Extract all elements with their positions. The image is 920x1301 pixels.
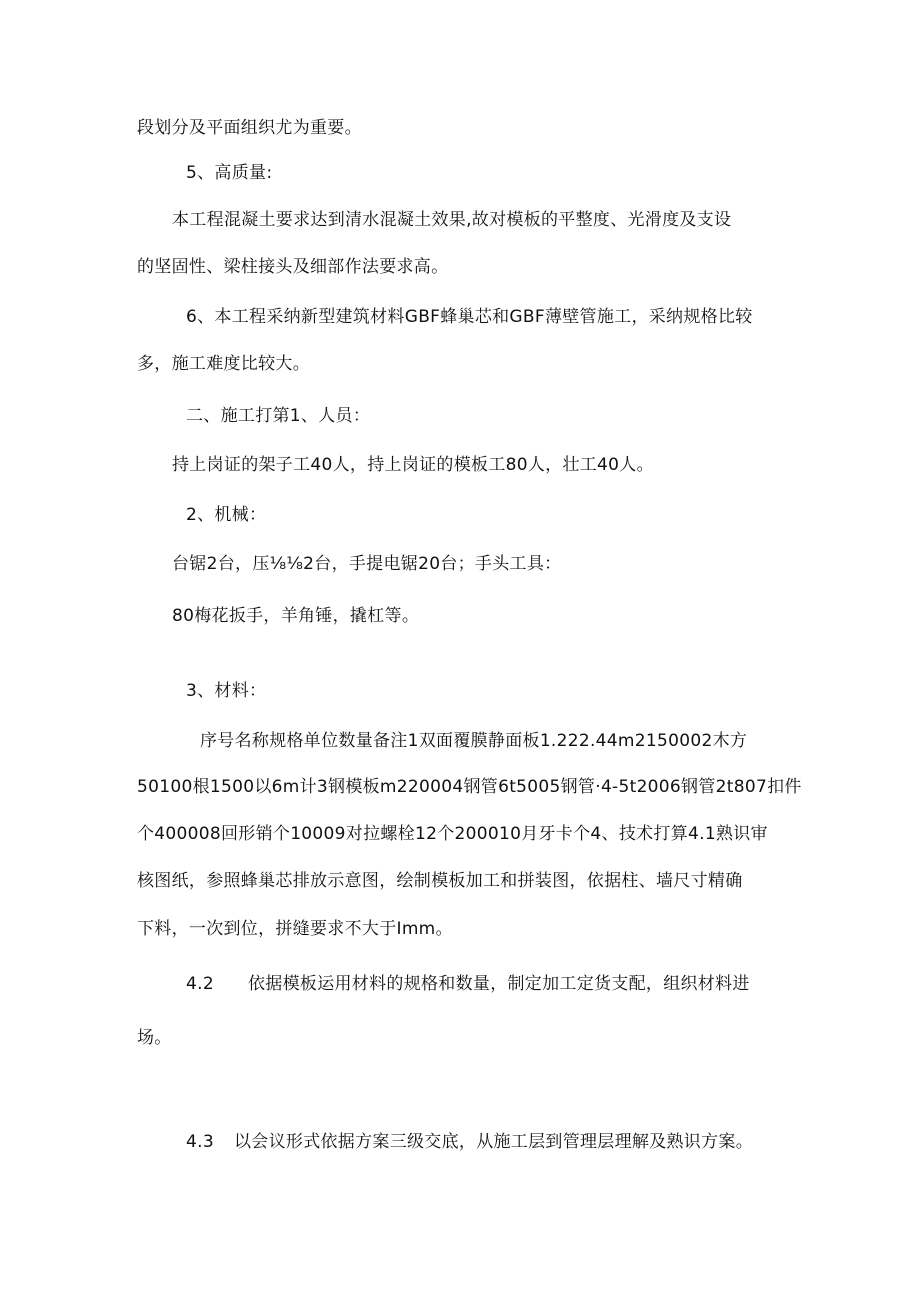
section-heading: 二、施工打第1、人员：: [186, 406, 371, 426]
text-line: 6、本工程采纳新型建筑材料GBF蜂巢芯和GBF薄壁管施工，采纳规格比较: [186, 307, 753, 327]
paragraph-4-3: [186, 1130, 753, 1154]
text-line: 的坚固性、梁柱接头及细部作法要求高。: [137, 257, 449, 277]
paragraph-4-2: [186, 972, 750, 996]
text-line: 50100根1500以6m计3钢模板m220004钢管6t5005钢管·4-5t2006钢管2t807扣件: [137, 777, 802, 797]
text-line: 持上岗证的架子工40人，持上岗证的模板工80人，壮工40人。: [172, 455, 654, 475]
text-line: 下料，一次到位，拼缝要求不大于Imm。: [137, 919, 453, 939]
section-heading: 3、材料：: [186, 681, 267, 701]
text-line: 场。: [137, 1028, 172, 1048]
section-heading: 2、机械：: [186, 505, 267, 525]
text-line: 段划分及平面组织尤为重要。: [137, 118, 362, 138]
text-line: 核图纸，参照蜂巢芯排放示意图，绘制模板加工和拼装图，依据柱、墙尺寸精确: [137, 871, 743, 891]
paragraph-number: 4.3: [186, 1132, 214, 1152]
text-line: 多，施工难度比较大。: [137, 354, 310, 374]
paragraph-text: 以会议形式依据方案三级交底，从施工层到管理层理解及熟识方案。: [234, 1132, 753, 1152]
section-heading: 5、高质量:: [186, 163, 273, 183]
text-line: 本工程混凝土要求达到清水混凝土效果,故对模板的平整度、光滑度及支设: [172, 210, 732, 230]
paragraph-number: 4.2: [186, 974, 214, 994]
text-line: 个400008回形销个10009对拉螺栓12个200010月牙卡个4、技术打算4.1熟识审: [137, 824, 768, 844]
text-line: 80梅花扳手，羊角锤，撬杠等。: [172, 606, 420, 626]
text-line: 序号名称规格单位数量备注1双面覆膜静面板1.222.44m2150002木方: [200, 731, 748, 751]
paragraph-text: 依据模板运用材料的规格和数量，制定加工定货支配，组织材料进: [248, 974, 750, 994]
text-line: 台锯2台，压⅛⅛2台，手提电锯20台；手头工具：: [172, 554, 562, 574]
